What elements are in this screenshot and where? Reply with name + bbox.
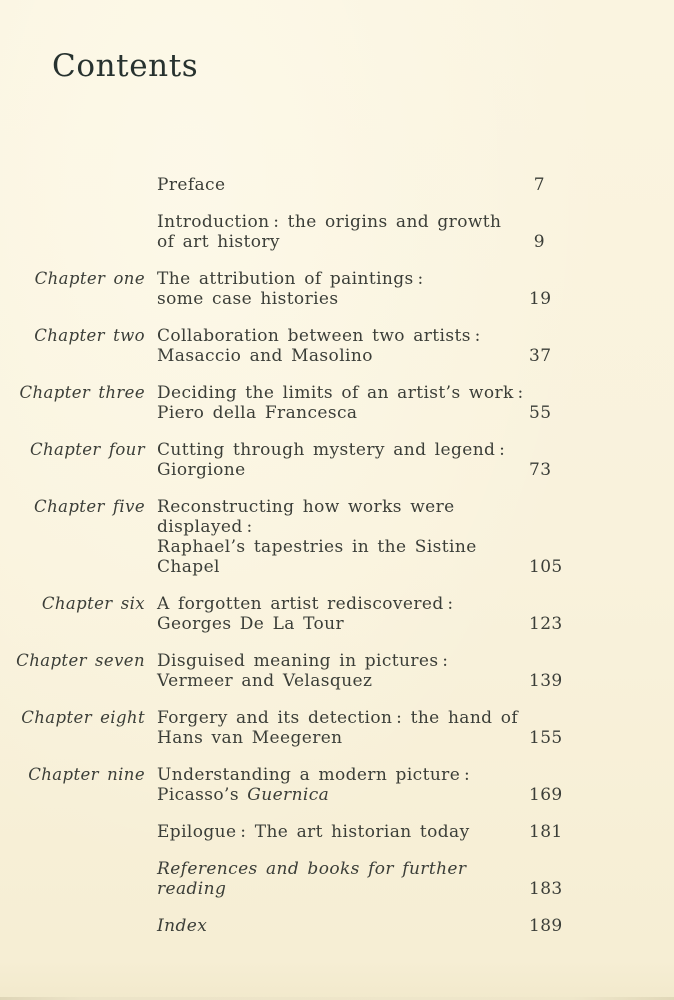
page-number: 105 xyxy=(529,557,563,577)
toc-entry-chapter-nine xyxy=(0,765,563,805)
toc-entry-chapter-four xyxy=(0,440,552,480)
entry-title xyxy=(157,594,529,634)
toc-entry-references xyxy=(0,859,563,899)
title-line: Introduction : the origins and growth xyxy=(157,212,502,232)
page-number: 169 xyxy=(529,785,563,805)
page-title: Contents xyxy=(52,48,199,84)
title-line: References and books for further reading xyxy=(157,859,467,899)
page-number: 181 xyxy=(529,822,563,842)
entry-title xyxy=(157,651,529,691)
title-line: Collaboration between two artists : xyxy=(157,326,481,346)
title-line: Vermeer and Velasquez xyxy=(157,671,373,691)
title-line: Hans van Meegeren xyxy=(157,728,343,748)
page-number: 19 xyxy=(529,289,552,309)
page-number: 55 xyxy=(529,403,552,423)
entry-title xyxy=(157,497,529,577)
toc-entry-chapter-three xyxy=(0,383,552,423)
title-line: Understanding a modern picture : xyxy=(157,765,471,785)
page-number: 37 xyxy=(529,346,552,366)
title-line: A forgotten artist rediscovered : xyxy=(157,594,454,614)
title-line: Piero della Francesca xyxy=(157,403,358,423)
entry-title xyxy=(157,859,529,899)
title-line: Raphael’s tapestries in the Sistine Chapel xyxy=(157,537,477,577)
toc-entry-preface xyxy=(0,175,545,195)
title-line: of art history xyxy=(157,232,280,252)
title-line: Index xyxy=(157,916,208,936)
toc-entry-chapter-two xyxy=(0,326,552,366)
page-number: 7 xyxy=(533,175,545,195)
title-line: some case histories xyxy=(157,289,339,309)
page-number: 139 xyxy=(529,671,563,691)
title-line: Disguised meaning in pictures : xyxy=(157,651,449,671)
title-line: Preface xyxy=(157,175,226,195)
chapter-label: Chapter three xyxy=(19,383,145,402)
toc-entry-chapter-six xyxy=(0,594,563,634)
title-text: Picasso’s xyxy=(157,785,248,805)
page-number: 183 xyxy=(529,879,563,899)
entry-title xyxy=(157,440,529,480)
title-line: Epilogue : The art historian today xyxy=(157,822,470,842)
title-line: Masaccio and Masolino xyxy=(157,346,373,366)
page-number: 155 xyxy=(529,728,563,748)
chapter-label: Chapter four xyxy=(29,440,145,459)
chapter-label: Chapter six xyxy=(41,594,145,613)
entry-title xyxy=(157,765,529,805)
page-number: 189 xyxy=(529,916,563,936)
title-line: Giorgione xyxy=(157,460,246,480)
entry-title xyxy=(157,326,529,366)
entry-title xyxy=(157,822,529,842)
toc-entry-index xyxy=(0,916,563,936)
toc-entry-chapter-eight xyxy=(0,708,563,748)
chapter-label: Chapter seven xyxy=(16,651,145,670)
toc-entry-chapter-seven xyxy=(0,651,563,691)
table-of-contents xyxy=(0,175,674,936)
entry-title xyxy=(157,383,529,423)
title-line: Deciding the limits of an artist’s work : xyxy=(157,383,524,403)
entry-title xyxy=(157,212,529,252)
entry-title xyxy=(157,175,529,195)
title-line xyxy=(157,785,529,805)
chapter-label: Chapter one xyxy=(34,269,145,288)
page-number: 9 xyxy=(533,232,545,252)
page-number: 73 xyxy=(529,460,552,480)
toc-entry-chapter-one xyxy=(0,269,552,309)
entry-title xyxy=(157,708,529,748)
title-italic-text: Guernica xyxy=(247,785,330,805)
title-line: Reconstructing how works were displayed : xyxy=(157,497,455,537)
chapter-label: Chapter nine xyxy=(28,765,145,784)
title-line: Cutting through mystery and legend : xyxy=(157,440,506,460)
chapter-label: Chapter five xyxy=(34,497,145,516)
chapter-label: Chapter eight xyxy=(21,708,145,727)
title-line: The attribution of paintings : xyxy=(157,269,424,289)
toc-entry-introduction xyxy=(0,212,545,252)
toc-entry-epilogue xyxy=(0,822,563,842)
page-number: 123 xyxy=(529,614,563,634)
entry-title xyxy=(157,269,529,309)
title-line: Forgery and its detection : the hand of xyxy=(157,708,519,728)
chapter-label: Chapter two xyxy=(34,326,145,345)
title-line: Georges De La Tour xyxy=(157,614,345,634)
entry-title xyxy=(157,916,529,936)
toc-entry-chapter-five xyxy=(0,497,563,577)
